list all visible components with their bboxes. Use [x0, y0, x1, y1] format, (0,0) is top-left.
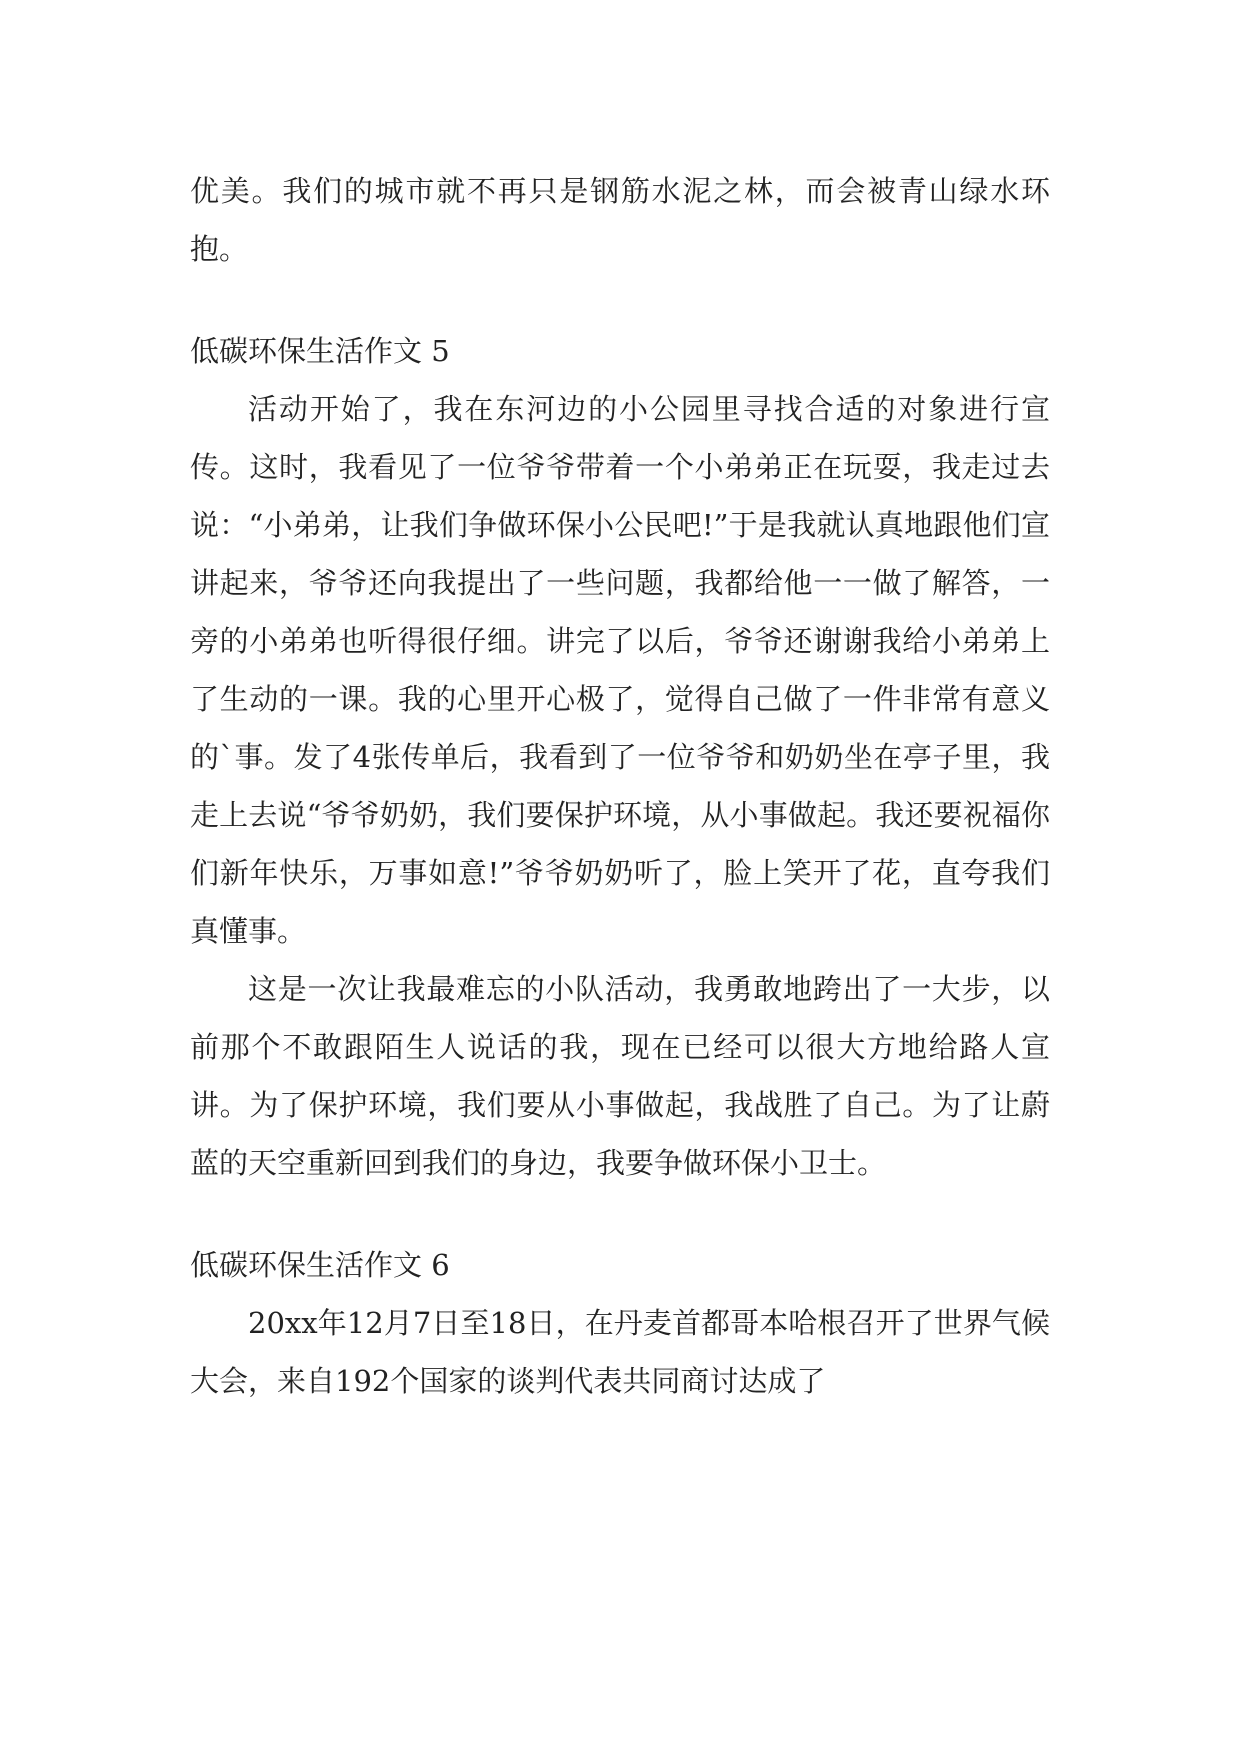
section-5-heading: 低碳环保生活作文 5 [190, 334, 450, 368]
section-spacer [190, 278, 1050, 322]
section-6-paragraph-1: 20xx年12月7日至18日，在丹麦首都哥本哈根召开了世界气候大会，来自192个国家的谈判代表共同商讨达成了 [190, 1306, 1050, 1398]
section-6-heading: 低碳环保生活作文 6 [190, 1248, 450, 1282]
intro-paragraph: 优美。我们的城市就不再只是钢筋水泥之林，而会被青山绿水环抱。 [190, 174, 1050, 266]
section-5-paragraph-2: 这是一次让我最难忘的小队活动，我勇敢地跨出了一大步，以前那个不敢跟陌生人说话的我，现在已经可以很大方地给路人宣讲。为了保护环境，我们要从小事做起，我战胜了自己。为了让蔚蓝的天空重新回到我们的身边，我要争做环保小卫士。 [190, 972, 1050, 1180]
section-5-paragraph-1: 活动开始了，我在东河边的小公园里寻找合适的对象进行宣传。这时，我看见了一位爷爷带着一个小弟弟正在玩耍，我走过去说：“小弟弟，让我们争做环保小公民吧!”于是我就认真地跟他们宣讲起来，爷爷还向我提出了一些问题，我都给他一一做了解答，一旁的小弟弟也听得很仔细。讲完了以后，爷爷还谢谢我给小弟弟上了生动的一课。我的心里开心极了，觉得自己做了一件非常有意义的`事。发了4张传单后，我看到了一位爷爷和奶奶坐在亭子里，我走上去说“爷爷奶奶，我们要保护环境，从小事做起。我还要祝福你们新年快乐，万事如意!”爷爷奶奶听了，脸上笑开了花，直夸我们真懂事。 [190, 392, 1050, 948]
document-body [190, 162, 1050, 1410]
section-spacer [190, 1192, 1050, 1236]
